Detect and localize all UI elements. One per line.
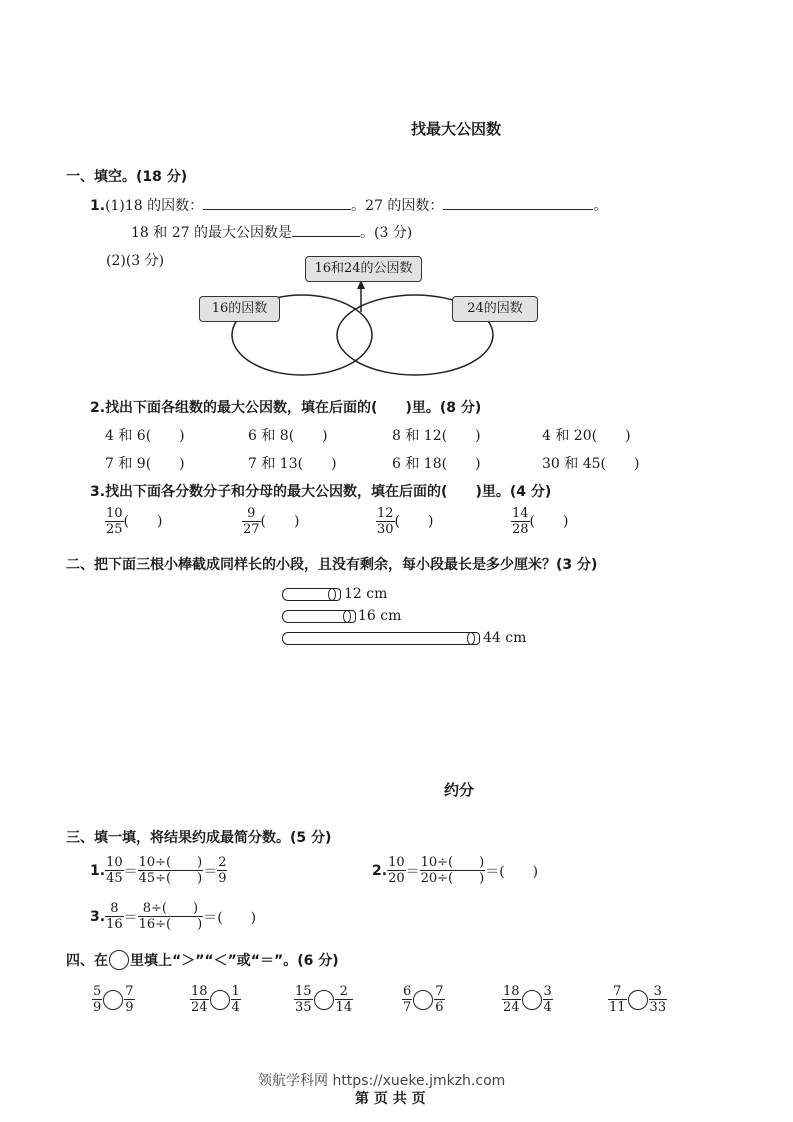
fraction: $\frac{7}{9}$ — [125, 984, 134, 1015]
q3-item[interactable] — [242, 507, 299, 536]
venn-label-right: 24的因数 — [452, 296, 538, 322]
q1-part1-label: (1)18 的因数： — [105, 198, 204, 214]
circle-icon — [109, 950, 129, 970]
question-number: 3. — [90, 908, 106, 925]
question-2-text: 找出下面各组数的最大公因数，填在后面的( )里。(8 分) — [105, 400, 482, 416]
page-title-2: 约分 — [444, 781, 475, 799]
fraction: $\frac{12}{30}$ — [377, 506, 394, 537]
page-footer: 第 页 共 页 — [355, 1091, 426, 1107]
q1-gcf-label: 18 和 27 的最大公因数是 — [131, 225, 292, 241]
fraction: $\frac{10}{20}$ — [388, 855, 405, 886]
venn-label-common: 16和24的公因数 — [305, 256, 422, 282]
q1-part1-label-b: 。27 的因数： — [351, 198, 444, 214]
section-2-heading: 二、把下面三根小棒截成同样长的小段，且没有剩余，每小段最长是多少厘米？(3 分) — [66, 557, 598, 573]
q2-item[interactable]: 7 和 13( ) — [248, 456, 337, 472]
s3-item-3 — [90, 902, 256, 931]
q2-item[interactable]: 7 和 9( ) — [105, 456, 185, 472]
compare-circle-input[interactable] — [314, 990, 334, 1010]
expanded-fraction[interactable]: $\frac{8\div( )}{16\div( )}$ — [138, 901, 203, 932]
page-title: 找最大公因数 — [411, 120, 502, 138]
q2-item[interactable]: 4 和 20( ) — [542, 428, 631, 444]
expanded-fraction[interactable]: $\frac{10\div( )}{20\div( )}$ — [420, 855, 485, 886]
answer-paren[interactable]: ( ) — [123, 513, 163, 530]
q3-item[interactable] — [511, 507, 568, 536]
question-3-stem — [90, 481, 551, 501]
q1-part2-label: (2)(3 分) — [106, 253, 165, 269]
q1-gcf-suffix: 。(3 分) — [359, 225, 413, 241]
compare-circle-input[interactable] — [522, 990, 542, 1010]
compare-item — [502, 985, 553, 1014]
q2-item[interactable]: 6 和 18( ) — [392, 456, 481, 472]
equals-sign: ＝ — [203, 863, 218, 880]
compare-circle-input[interactable] — [413, 990, 433, 1010]
compare-circle-input[interactable] — [628, 990, 648, 1010]
watermark: 领航学科网 https://xueke.jmkzh.com — [258, 1073, 506, 1089]
question-2-stem — [90, 397, 481, 417]
stick-icon — [282, 588, 341, 601]
equals-sign: ＝ — [123, 909, 138, 926]
answer-blank[interactable] — [292, 236, 360, 237]
answer-paren[interactable]: ( ) — [394, 513, 434, 530]
q2-item[interactable]: 4 和 6( ) — [105, 428, 185, 444]
section-3-heading: 三、填一填，将结果约成最简分数。(5 分) — [66, 830, 332, 846]
question-number: 2. — [372, 862, 388, 879]
fraction: $\frac{18}{24}$ — [191, 984, 208, 1015]
compare-item — [294, 985, 353, 1014]
section-4-text-b: 里填上“＞”“＜”或“＝”。(6 分) — [130, 953, 339, 969]
fraction: $\frac{7}{11}$ — [609, 984, 626, 1015]
stick-length-label: 44 cm — [483, 630, 527, 646]
question-number: 1. — [90, 862, 106, 879]
compare-circle-input[interactable] — [103, 990, 123, 1010]
stick-icon — [282, 610, 356, 623]
equals-sign: ＝ — [405, 863, 420, 880]
fraction: $\frac{1}{4}$ — [231, 984, 240, 1015]
fraction: $\frac{7}{6}$ — [435, 984, 444, 1015]
answer-paren[interactable]: ( ) — [529, 513, 569, 530]
fraction: $\frac{5}{9}$ — [93, 984, 102, 1015]
fraction: $\frac{14}{28}$ — [512, 506, 529, 537]
section-1-heading: 一、填空。(18 分) — [66, 169, 188, 185]
fraction: $\frac{3}{4}$ — [543, 984, 552, 1015]
question-1-line-1 — [90, 195, 607, 215]
s3-item-1 — [90, 856, 227, 885]
stick-length-label: 16 cm — [358, 608, 402, 624]
q2-item[interactable]: 30 和 45( ) — [542, 456, 640, 472]
fraction: $\frac{10}{25}$ — [106, 506, 123, 537]
answer-paren[interactable]: ( ) — [217, 909, 257, 926]
stick-icon — [282, 632, 480, 645]
answer-paren[interactable]: ( ) — [499, 863, 539, 880]
section-4-text-a: 四、在 — [66, 953, 108, 969]
fraction: $\frac{6}{7}$ — [403, 984, 412, 1015]
fraction: $\frac{15}{35}$ — [295, 984, 312, 1015]
expanded-fraction[interactable]: $\frac{10\div( )}{45\div( )}$ — [138, 855, 203, 886]
q2-item[interactable]: 6 和 8( ) — [248, 428, 328, 444]
equals-sign: ＝ — [203, 909, 218, 926]
question-number: 2. — [90, 400, 106, 416]
equals-sign: ＝ — [485, 863, 500, 880]
compare-item — [608, 985, 667, 1014]
venn-label-left: 16的因数 — [199, 296, 280, 322]
fraction: $\frac{18}{24}$ — [503, 984, 520, 1015]
q1-period: 。 — [593, 198, 608, 214]
section-4-heading — [66, 950, 339, 970]
compare-item — [92, 985, 135, 1014]
fraction: $\frac{9}{27}$ — [243, 506, 260, 537]
compare-item — [190, 985, 241, 1014]
question-3-text: 找出下面各分数分子和分母的最大公因数，填在后面的( )里。(4 分) — [105, 484, 552, 500]
fraction: $\frac{3}{33}$ — [649, 984, 667, 1015]
fraction: $\frac{10}{45}$ — [106, 855, 123, 886]
question-number: 3. — [90, 484, 106, 500]
answer-blank[interactable] — [203, 209, 351, 210]
fraction: $\frac{8}{16}$ — [106, 901, 123, 932]
compare-item — [402, 985, 445, 1014]
answer-paren[interactable]: ( ) — [260, 513, 300, 530]
q2-item[interactable]: 8 和 12( ) — [392, 428, 481, 444]
question-1-line-2 — [131, 222, 412, 242]
s3-item-2 — [372, 856, 538, 885]
stick-length-label: 12 cm — [344, 586, 388, 602]
q3-item[interactable] — [105, 507, 162, 536]
q3-item[interactable] — [376, 507, 433, 536]
question-number: 1. — [90, 198, 106, 214]
equals-sign: ＝ — [123, 863, 138, 880]
compare-circle-input[interactable] — [210, 990, 230, 1010]
fraction: $\frac{2}{14}$ — [335, 984, 353, 1015]
fraction: $\frac{2}{9}$ — [218, 855, 227, 886]
answer-blank[interactable] — [443, 209, 593, 210]
